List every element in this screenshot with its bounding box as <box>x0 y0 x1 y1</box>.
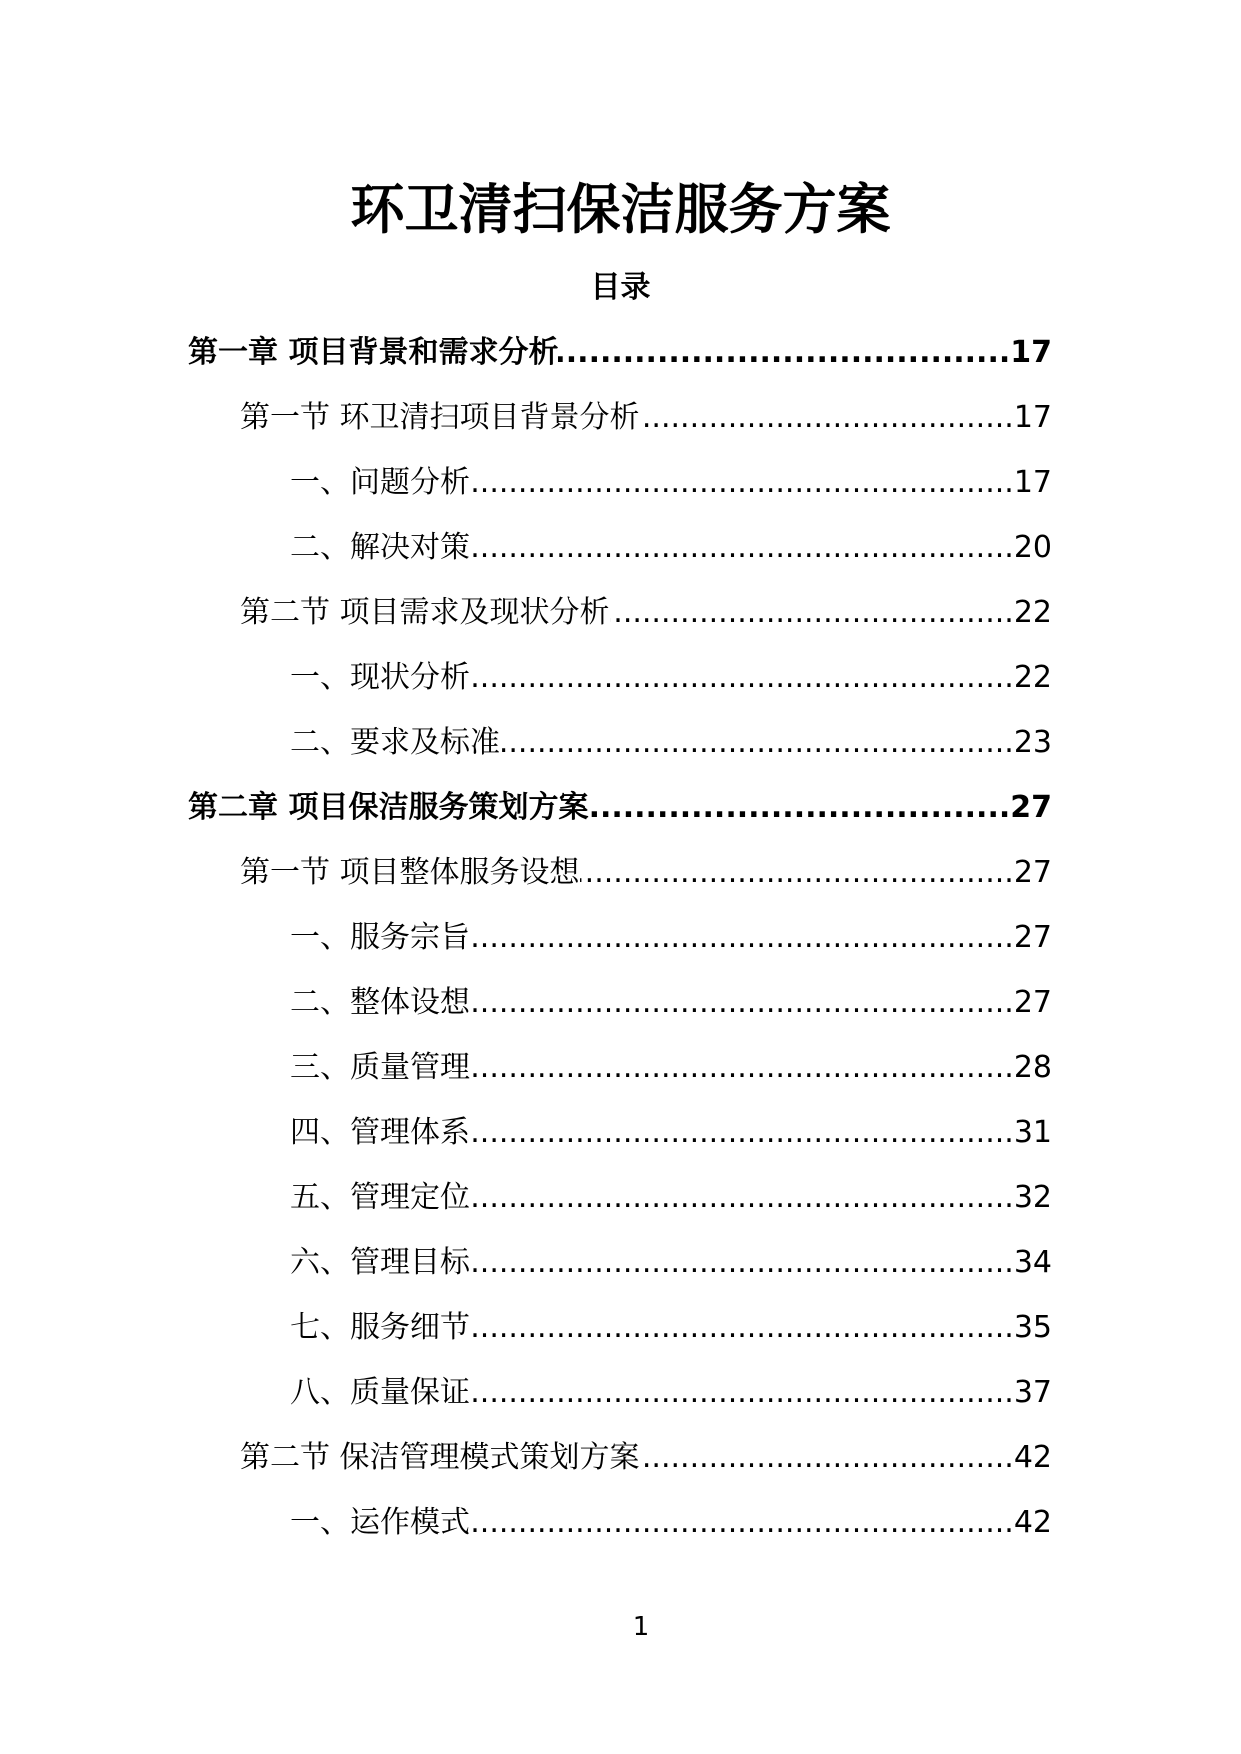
toc-entry-page-number: 22 <box>1013 660 1052 695</box>
toc-entry-page-number: 23 <box>1013 725 1052 760</box>
toc-leader-dots <box>558 320 1010 385</box>
toc-entry-label: 七、服务细节 <box>290 1310 470 1345</box>
toc-leader-dots <box>470 515 1014 580</box>
toc-section-entry <box>188 580 1052 645</box>
toc-leader-dots <box>470 450 1014 515</box>
toc-entry-page-number: 42 <box>1013 1505 1052 1540</box>
toc-item-entry <box>188 1490 1052 1555</box>
toc-entry-page-number: 17 <box>1013 400 1052 435</box>
table-of-contents <box>188 320 1052 1555</box>
toc-item-entry <box>188 1100 1052 1165</box>
toc-item-entry <box>188 1035 1052 1100</box>
toc-item-entry <box>188 905 1052 970</box>
toc-entry-page-number: 27 <box>1013 920 1052 955</box>
toc-leader-dots <box>470 1165 1014 1230</box>
toc-entry-page-number: 32 <box>1013 1180 1052 1215</box>
page-number: 1 <box>632 1612 650 1642</box>
toc-entry-page-number: 17 <box>1010 335 1052 370</box>
toc-entry-page-number: 27 <box>1013 985 1052 1020</box>
toc-entry-label: 第一节 环卫清扫项目背景分析 <box>240 400 640 435</box>
toc-item-entry <box>188 645 1052 710</box>
toc-entry-page-number: 35 <box>1013 1310 1052 1345</box>
toc-leader-dots <box>470 1035 1014 1100</box>
toc-entry-label: 二、解决对策 <box>290 530 470 565</box>
toc-leader-dots <box>470 1295 1014 1360</box>
toc-leader-dots <box>470 1360 1014 1425</box>
toc-entry-page-number: 42 <box>1013 1440 1052 1475</box>
toc-section-entry <box>188 1425 1052 1490</box>
toc-leader-dots <box>470 905 1014 970</box>
toc-entry-page-number: 20 <box>1013 530 1052 565</box>
toc-leader-dots <box>640 1425 1014 1490</box>
toc-leader-dots <box>470 1490 1014 1555</box>
toc-chapter-entry <box>188 775 1052 840</box>
toc-section-entry <box>188 385 1052 450</box>
toc-entry-label: 一、服务宗旨 <box>290 920 470 955</box>
toc-entry-label: 第一节 项目整体服务设想 <box>240 855 580 890</box>
toc-entry-label: 五、管理定位 <box>290 1180 470 1215</box>
toc-item-entry <box>188 450 1052 515</box>
toc-entry-page-number: 27 <box>1010 790 1052 825</box>
toc-entry-label: 一、现状分析 <box>290 660 470 695</box>
toc-entry-label: 二、要求及标准 <box>290 725 500 760</box>
toc-entry-label: 六、管理目标 <box>290 1245 470 1280</box>
toc-leader-dots <box>588 775 1010 840</box>
toc-entry-label: 第二章 项目保洁服务策划方案 <box>188 790 589 825</box>
toc-entry-page-number: 28 <box>1013 1050 1052 1085</box>
toc-entry-label: 三、质量管理 <box>290 1050 470 1085</box>
toc-leader-dots <box>610 580 1014 645</box>
toc-entry-page-number: 34 <box>1013 1245 1052 1280</box>
toc-entry-page-number: 31 <box>1013 1115 1052 1150</box>
toc-item-entry <box>188 1295 1052 1360</box>
toc-entry-label: 一、问题分析 <box>290 465 470 500</box>
toc-entry-label: 第一章 项目背景和需求分析 <box>188 335 559 370</box>
toc-item-entry <box>188 970 1052 1035</box>
toc-entry-label: 八、质量保证 <box>290 1375 470 1410</box>
toc-leader-dots <box>470 1230 1014 1295</box>
toc-chapter-entry <box>188 320 1052 385</box>
toc-item-entry <box>188 710 1052 775</box>
toc-heading: 目录 <box>590 270 651 305</box>
toc-entry-label: 一、运作模式 <box>290 1505 470 1540</box>
toc-leader-dots <box>470 645 1014 710</box>
toc-entry-label: 第二节 保洁管理模式策划方案 <box>240 1440 640 1475</box>
toc-item-entry <box>188 1360 1052 1425</box>
toc-entry-page-number: 37 <box>1013 1375 1052 1410</box>
toc-item-entry <box>188 515 1052 580</box>
toc-entry-label: 第二节 项目需求及现状分析 <box>240 595 610 630</box>
toc-entry-page-number: 17 <box>1013 465 1052 500</box>
toc-entry-label: 四、管理体系 <box>290 1115 470 1150</box>
toc-entry-page-number: 22 <box>1013 595 1052 630</box>
document-title: 环卫清扫保洁服务方案 <box>350 178 891 241</box>
toc-entry-page-number: 27 <box>1013 855 1052 890</box>
toc-leader-dots <box>580 840 1014 905</box>
toc-section-entry <box>188 840 1052 905</box>
toc-leader-dots <box>500 710 1014 775</box>
toc-leader-dots <box>470 1100 1014 1165</box>
toc-leader-dots <box>640 385 1014 450</box>
toc-leader-dots <box>470 970 1014 1035</box>
toc-item-entry <box>188 1230 1052 1295</box>
toc-entry-label: 二、整体设想 <box>290 985 470 1020</box>
toc-item-entry <box>188 1165 1052 1230</box>
